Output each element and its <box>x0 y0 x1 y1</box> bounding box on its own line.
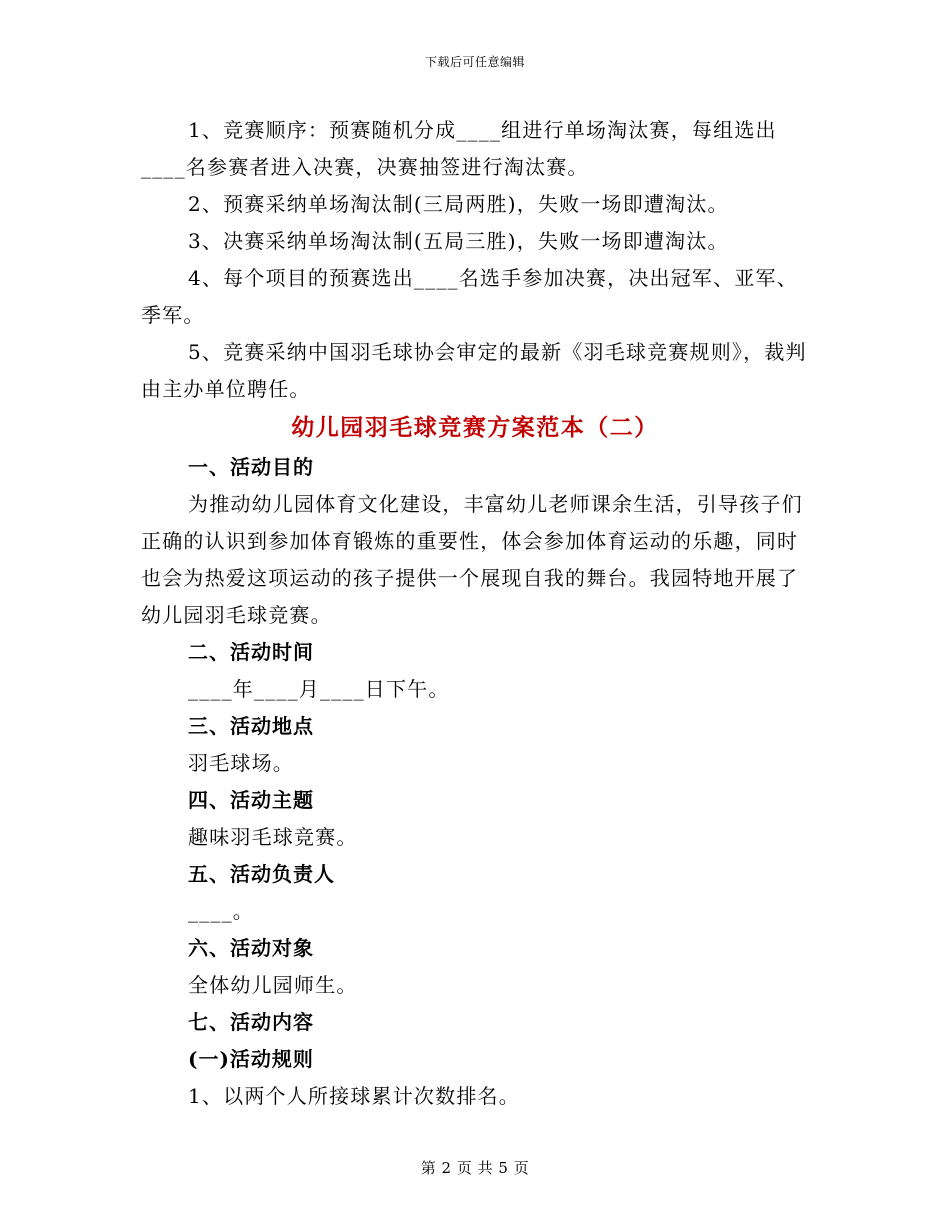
section-heading-content: 七、活动内容 <box>188 1010 314 1034</box>
section-text-place: 羽毛球场。 <box>188 751 294 775</box>
subsection-heading-rules: (一)活动规则 <box>188 1047 314 1071</box>
section-heading-target: 六、活动对象 <box>188 936 314 960</box>
activity-rule-1: 1、以两个人所接球累计次数排名。 <box>188 1084 520 1108</box>
section-heading-theme: 四、活动主题 <box>188 788 314 812</box>
rule-2: 2、预赛采纳单场淘汰制(三局两胜)，失败一场即遭淘汰。 <box>188 192 729 216</box>
section-text-target: 全体幼儿园师生。 <box>188 973 358 997</box>
rule-1: 1、竞赛顺序：预赛随机分成____组进行单场淘汰赛，每组选出____名参赛者进入决赛，决赛抽签进行淘汰赛。 <box>141 118 777 179</box>
section-text-time: ____年____月____日下午。 <box>188 677 450 701</box>
section-heading-purpose: 一、活动目的 <box>188 455 314 479</box>
section-text-purpose: 为推动幼儿园体育文化建设，丰富幼儿老师课余生活，引导孩子们正确的认识到参加体育锻炼的重要性，体会参加体育运动的乐趣，同时也会为热爱这项运动的孩子提供一个展现自我的舞台。我园特地开展了幼儿园羽毛球竞赛。 <box>141 492 803 627</box>
rule-5: 5、竞赛采纳中国羽毛球协会审定的最新《羽毛球竞赛规则》，裁判由主办单位聘任。 <box>141 340 807 401</box>
page-header: 下载后可任意编辑 <box>424 55 525 69</box>
document-title: 幼儿园羽毛球竞赛方案范本（二） <box>291 414 659 441</box>
section-text-theme: 趣味羽毛球竞赛。 <box>188 825 358 849</box>
section-heading-place: 三、活动地点 <box>188 714 314 738</box>
section-heading-leader: 五、活动负责人 <box>188 862 335 886</box>
rule-3: 3、决赛采纳单场淘汰制(五局三胜)，失败一场即遭淘汰。 <box>188 229 729 253</box>
rule-4: 4、每个项目的预赛选出____名选手参加决赛，决出冠军、亚军、季军。 <box>141 266 798 327</box>
section-text-leader: ____。 <box>188 899 254 923</box>
document-body <box>141 112 809 1115</box>
section-heading-time: 二、活动时间 <box>188 640 314 664</box>
page-footer: 第 2 页 共 5 页 <box>420 1159 530 1177</box>
